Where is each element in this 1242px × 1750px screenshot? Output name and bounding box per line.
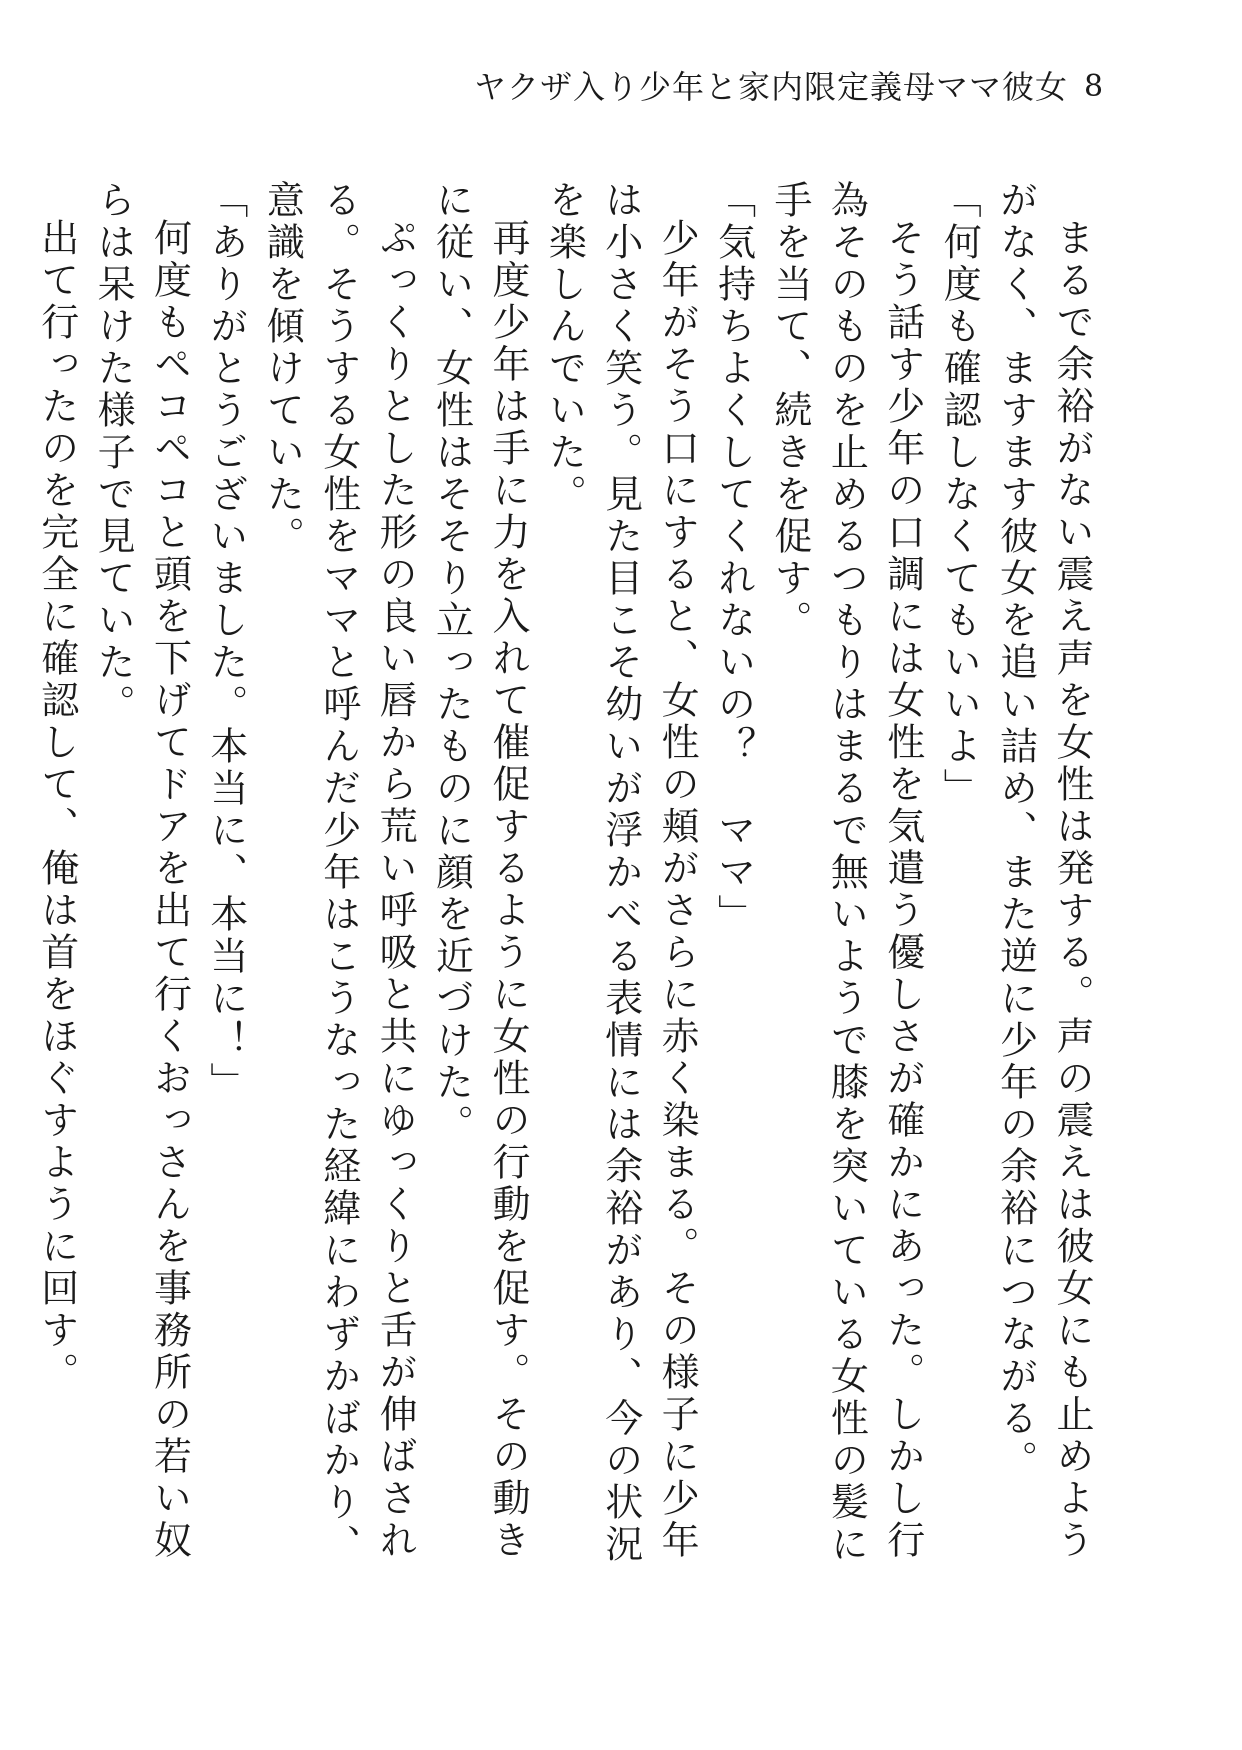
vertical-body-text [34,180,1100,1580]
paragraph: 再度少年は手に力を入れて催促するように女性の行動を促す。その動きに従い、女性はそそり立ったものに顔を近づけた。 [429,180,530,1562]
paragraph: 何度もペコペコと頭を下げてドアを出て行くおっさんを事務所の若い奴らは呆けた様子で見ていた。 [91,180,192,1562]
dialogue-line: 「何度も確認しなくてもいいよ」 [937,180,982,810]
book-title: ヤクザ入り少年と家内限定義母ママ彼女 [474,68,1069,106]
paragraph: まるで余裕がない震え声を女性は発する。声の震えは彼女にも止めようがなく、ますます彼女を追い詰め、また逆に少年の余裕につながる。 [993,180,1094,1562]
paragraph: 出て行ったのを完全に確認して、俺は首をほぐすように回す。 [34,218,79,1394]
dialogue-line: 「ありがとうございました。本当に、本当に！」 [203,180,248,1104]
paragraph: そう話す少年の口調には女性を気遣う優しさが確かにあった。しかし行為そのものを止めるつもりはまるで無いようで膝を突いている女性の髪に手を当て、続きを促す。 [767,180,925,1566]
paragraph: ぷっくりとした形の良い唇から荒い呼吸と共にゆっくりと舌が伸ばされる。そうする女性をママと呼んだ少年はこうなった経緯にわずかばかり、意識を傾けていた。 [260,180,418,1566]
paragraph: 少年がそう口にすると、女性の頬がさらに赤く染まる。その様子に少年は小さく笑う。見た目こそ幼いが浮かべる表情には余裕があり、今の状況を楽しんでいた。 [542,180,700,1566]
dialogue-line: 「気持ちよくしてくれないの？ ママ」 [711,180,756,936]
page-number: 8 [1084,69,1104,104]
running-header [440,62,1104,112]
